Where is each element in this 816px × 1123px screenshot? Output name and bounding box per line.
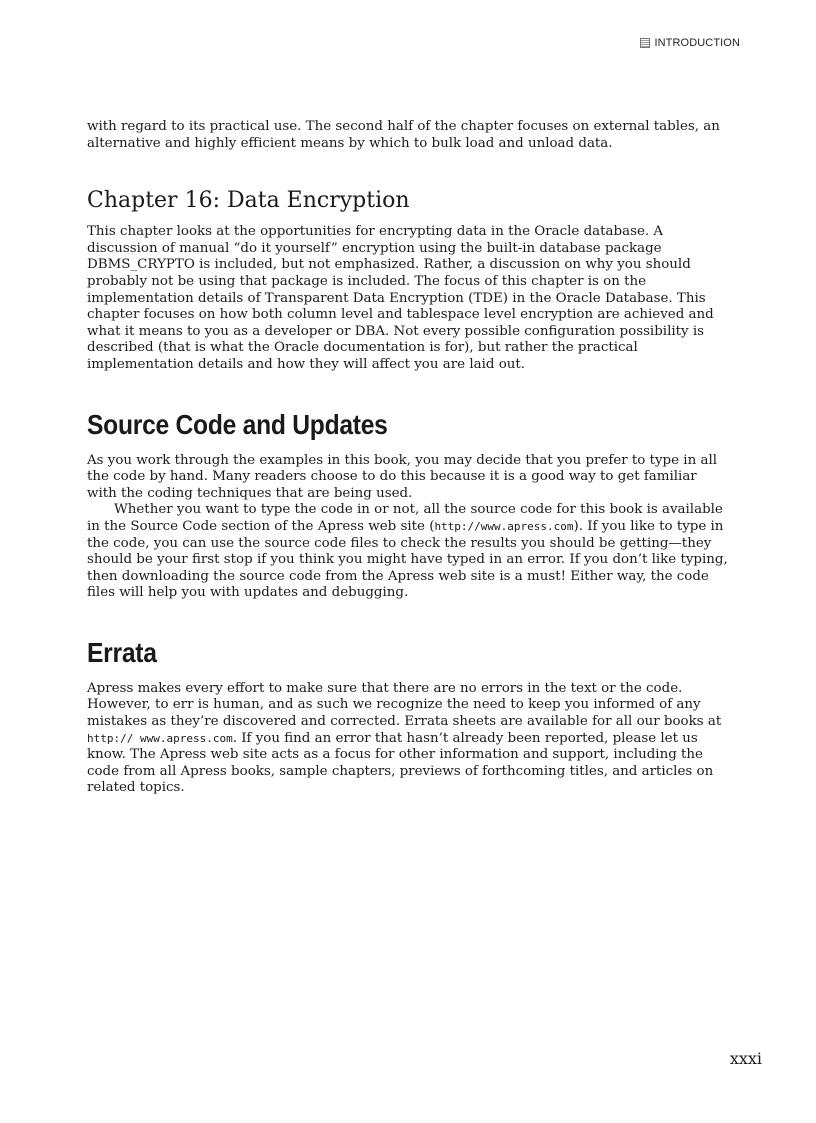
apress-url-link[interactable]: http://www.apress.com [434, 519, 574, 533]
page-content [87, 119, 729, 797]
running-title: INTRODUCTION [654, 37, 740, 49]
chapter-16-heading: Chapter 16: Data Encryption [87, 188, 410, 214]
source-code-paragraph-1: As you work through the examples in this book, you may decide that you prefer to type in all the code by hand. Many readers choose to do this because it is a good way to get familiar with the coding techniques that are being used. [87, 452, 718, 501]
errata-heading: Errata [87, 636, 157, 668]
source-code-heading: Source Code and Updates [87, 408, 388, 440]
header-bullet-icon [640, 38, 650, 48]
errata-text-before: Apress makes every effort to make sure that there are no errors in the text or the code. However, to err is human, and as such we recognize the need to keep you informed of any mistakes as they’re discovered and corrected. Errata sheets are available for all our books at [87, 680, 722, 730]
errata-paragraph [87, 681, 729, 797]
intro-continuation-paragraph: with regard to its practical use. The second half of the chapter focuses on external tables, an alternative and highly efficient means by which to bulk load and unload data. [87, 119, 720, 151]
chapter-16-paragraph: This chapter looks at the opportunities for encrypting data in the Oracle database. A discussion of manual “do it yourself” encryption using the built-in database package DBMS_CRYPTO is included, but not emphasized. Rather, a discussion on why you should probably not be using that package is included. The focus of this chapter is on the implementation details of Transparent Data Encryption (TDE) in the Oracle Database. This chapter focuses on how both column level and tablespace level encryption are achieved and what it means to you as a developer or DBA. Not every possible configuration possibility is described (that is what the Oracle documentation is for), but rather the practical implementation details and how they will affect you are laid out. [87, 224, 714, 372]
source-code-paragraph-2 [87, 502, 729, 602]
page-number: xxxi [729, 1049, 762, 1068]
errata-text-after: . If you find an error that hasn’t already been reported, please let us know. The Apress web site acts as a focus for other information and support, including the code from all Apress books, sample chapters, previews of forthcoming titles, and articles on related topics. [87, 730, 714, 796]
source-code-text-before: Whether you want to type the code in or not, all the source code for this book is available in the Source Code section of the Apress web site ( [87, 502, 723, 534]
running-header [640, 37, 740, 49]
errata-url-link[interactable]: http:// www.apress.com [87, 731, 233, 745]
source-code-text-after: ). If you like to type in the code, you can use the source code files to check the results you should be getting—they should be your first stop if you think you might have typed in an error. If you don’t like typing, then downloading the source code from the Apress web site is a must! Either way, the code files will help you with updates and debugging. [87, 518, 728, 601]
